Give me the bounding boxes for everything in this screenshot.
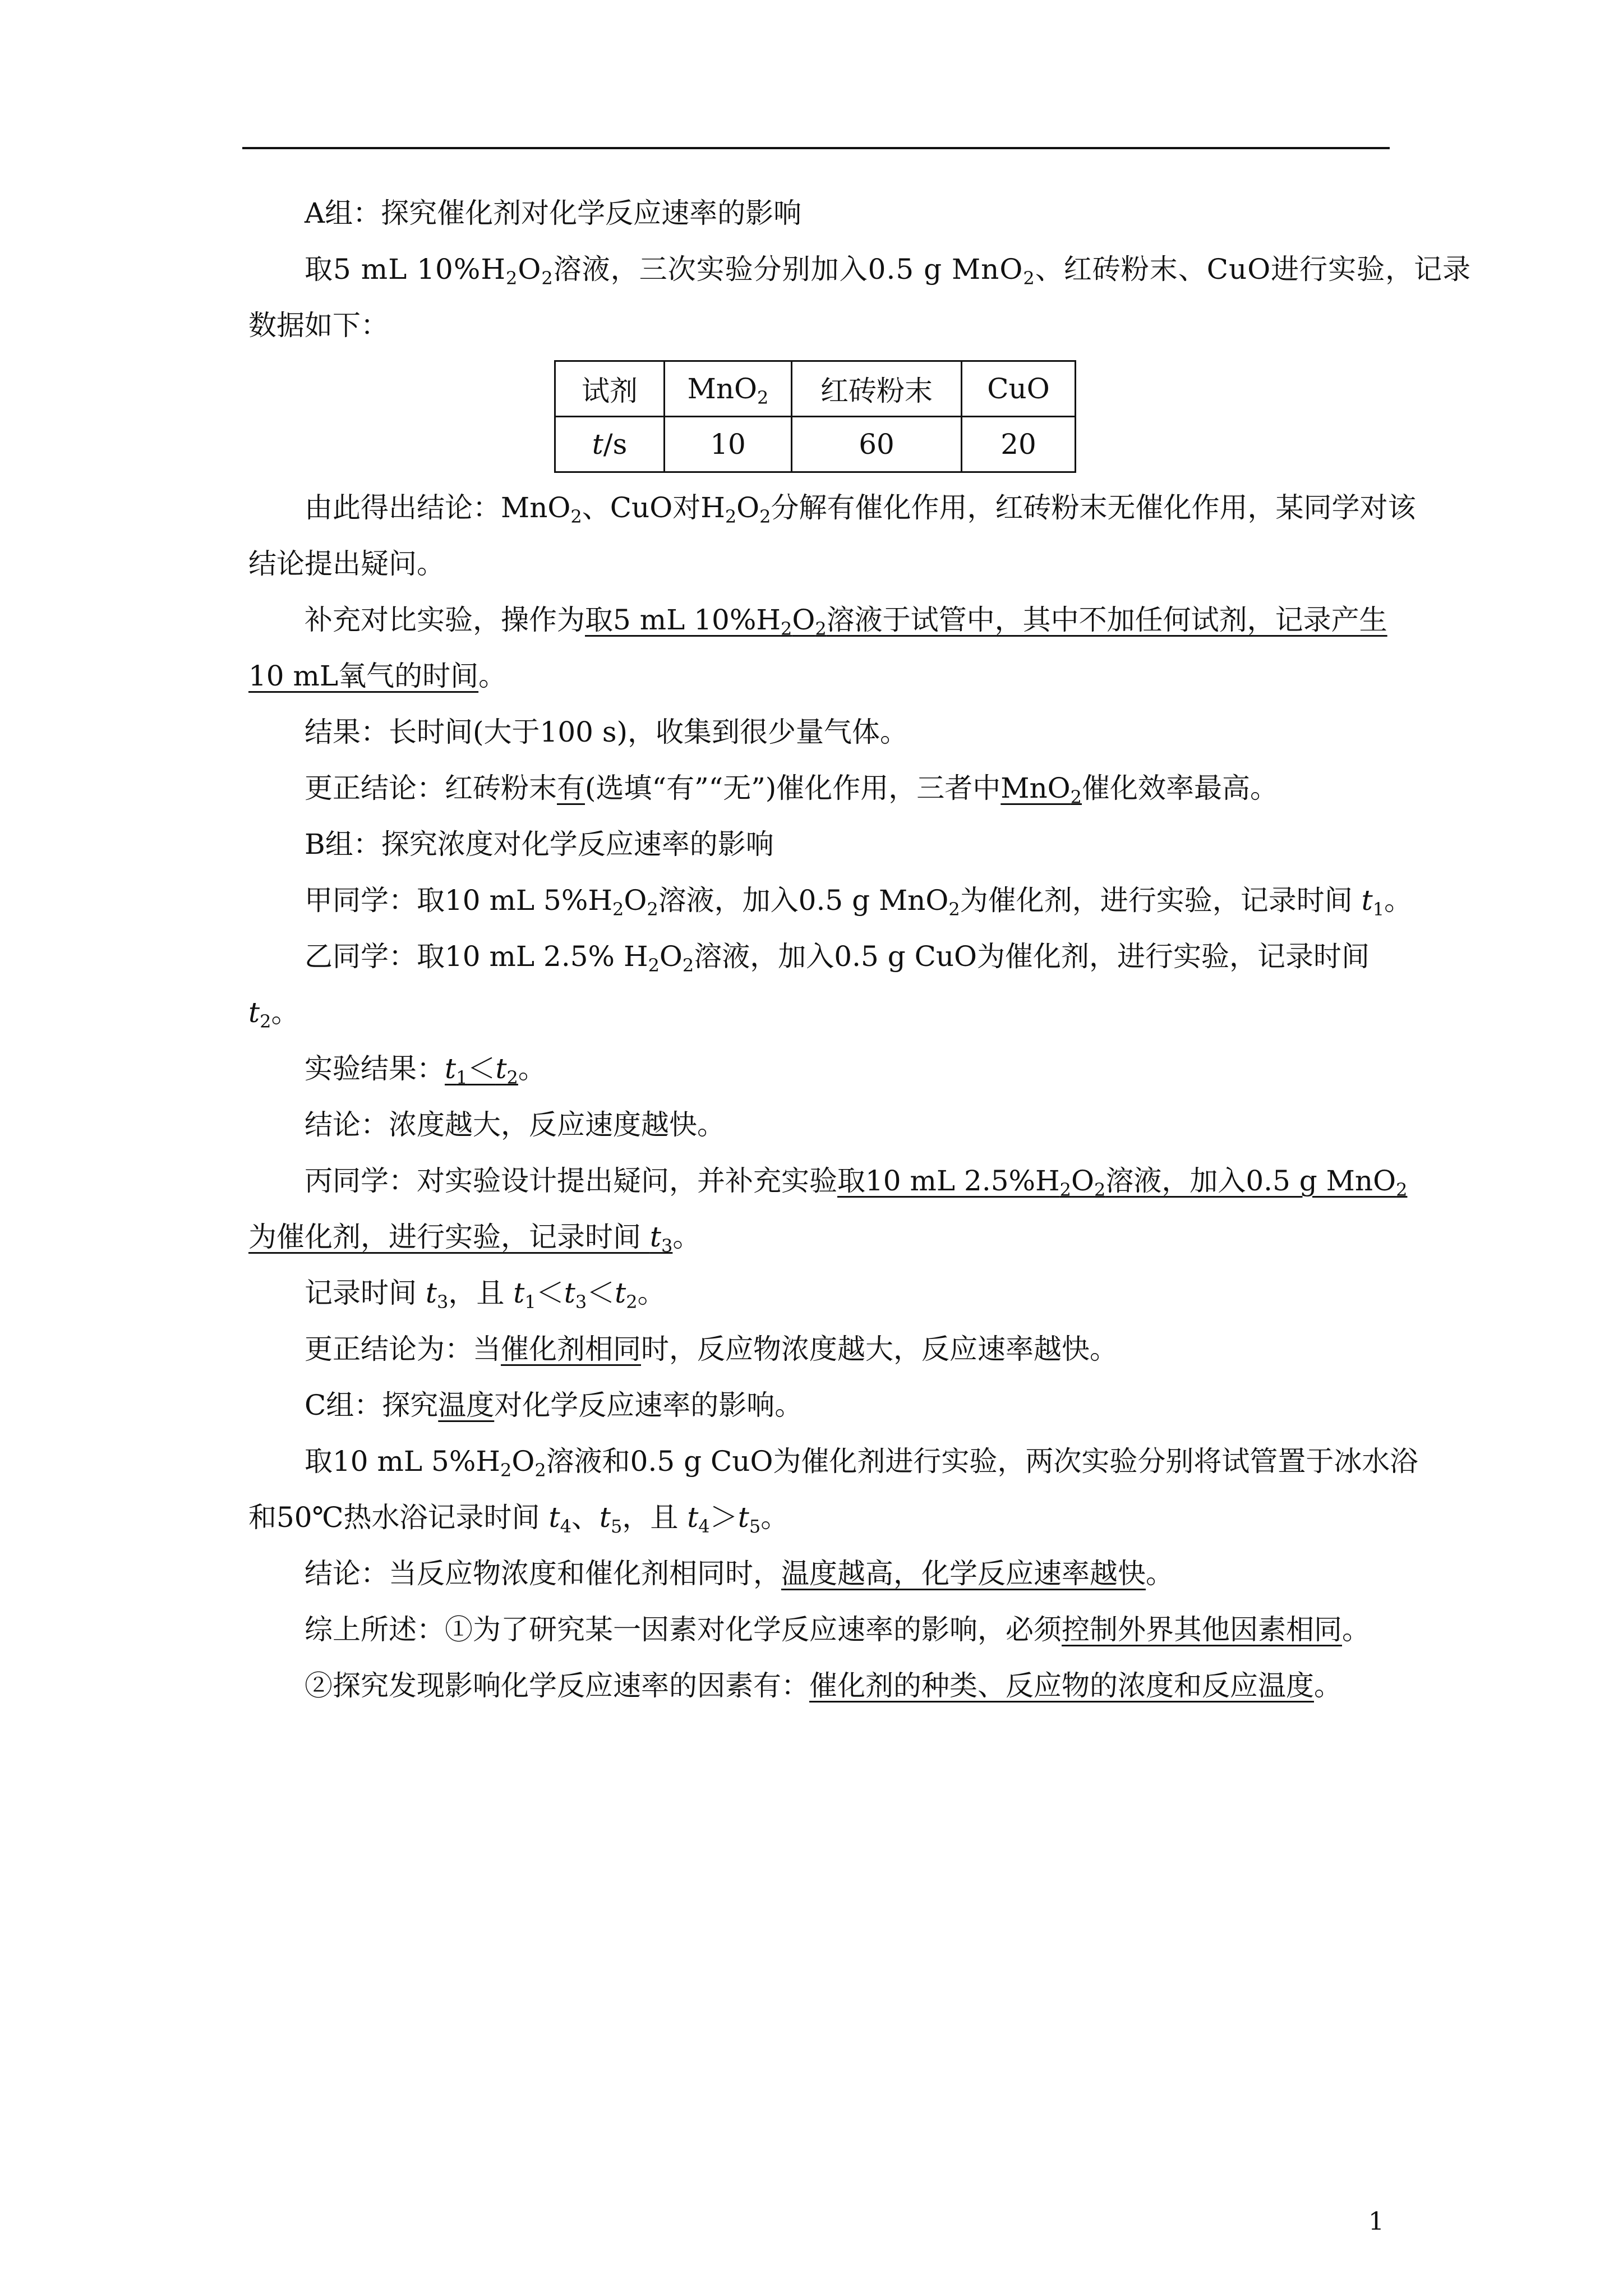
- summary-2: ②探究发现影响化学反应速率的因素有：催化剂的种类、反应物的浓度和反应温度。: [305, 1669, 1342, 1702]
- groupA-conclusion-line2: 结论提出疑问。: [248, 547, 445, 580]
- table-cell: 试剂: [555, 361, 665, 417]
- groupC-conclusion: 结论：当反应物浓度和催化剂相同时，温度越高，化学反应速率越快。: [305, 1557, 1174, 1590]
- reagent-table: [554, 360, 1076, 473]
- table-cell: t/s: [555, 417, 665, 472]
- groupA-supplement-line2: 10 mL氧气的时间。: [248, 660, 507, 692]
- table-row: [555, 417, 1076, 472]
- groupA-correction: 更正结论：红砖粉末有(选填“有”“无”)催化作用，三者中MnO$_2$催化效率最高。: [305, 772, 1279, 808]
- groupC-procedure-line2: 和50℃热水浴记录时间 $t_4$、$t_5$，且 $t_4>t_5$。: [248, 1501, 789, 1537]
- groupA-intro-line2: 数据如下：: [248, 309, 389, 342]
- table-cell: 60: [792, 417, 962, 472]
- groupC-heading: C组：探究温度对化学反应速率的影响。: [305, 1389, 803, 1421]
- table-cell: MnO$_2$: [665, 361, 792, 417]
- groupB-yi-line2: $t_2$。: [248, 996, 299, 1032]
- groupB-heading: B组：探究浓度对化学反应速率的影响: [305, 828, 774, 861]
- groupB-conclusion: 结论：浓度越大，反应速度越快。: [305, 1108, 725, 1141]
- groupA-supplement: 补充对比实验，操作为取5 mL $10\%H_2O_2$溶液于试管中，其中不加任何试剂，记录产生: [305, 604, 1387, 639]
- page-number: 1: [1368, 2207, 1384, 2236]
- table-row: [555, 361, 1076, 417]
- groupB-jia: 甲同学：取10 mL $5\%H_2O_2$溶液，加入0.5 g MnO$_2$为催化剂，进行实验，记录时间 $t_1$。: [305, 884, 1413, 920]
- groupB-bing: 丙同学：对实验设计提出疑问，并补充实验取10 mL $2.5\%H_2O_2$溶液，加入0.5 g MnO$_2$: [305, 1165, 1408, 1200]
- groupA-intro: 取5 mL $10\%H_2O_2$溶液，三次实验分别加入0.5 g MnO$_2$、红砖粉末、CuO进行实验，记录: [305, 253, 1472, 289]
- table-cell: 10: [665, 417, 792, 472]
- table-cell: 20: [962, 417, 1076, 472]
- groupB-bing-line2: 为催化剂，进行实验，记录时间 $t_3$。: [248, 1221, 701, 1257]
- groupB-yi: 乙同学：取10 mL 2.5% $H_2O_2$溶液，加入0.5 g CuO为催化剂，进行实验，记录时间: [305, 940, 1370, 976]
- groupB-result: 实验结果：$t_1<t_2$。: [305, 1052, 546, 1088]
- header-rule: [242, 147, 1390, 149]
- document-body: [248, 185, 1472, 1714]
- groupC-procedure: 取10 mL $5\%H_2O_2$溶液和0.5 g CuO为催化剂进行实验，两次实验分别将试管置于冰水浴: [305, 1445, 1418, 1481]
- groupB-correction: 更正结论为：当催化剂相同时，反应物浓度越大，反应速率越快。: [305, 1333, 1118, 1365]
- table-cell: CuO: [962, 361, 1076, 417]
- table-cell: 红砖粉末: [792, 361, 962, 417]
- groupB-record: 记录时间 $t_3$，且 $t_1<t_3<t_2$。: [305, 1277, 666, 1313]
- summary-1: 综上所述：①为了研究某一因素对化学反应速率的影响，必须控制外界其他因素相同。: [305, 1613, 1370, 1646]
- groupA-conclusion: 由此得出结论：MnO$_2$、CuO对$H_2O_2$分解有催化作用，红砖粉末无催化作用，某同学对该: [305, 491, 1416, 527]
- groupA-result: 结果：长时间(大于100 s)，收集到很少量气体。: [305, 716, 909, 748]
- groupA-heading: A组：探究催化剂对化学反应速率的影响: [305, 197, 802, 229]
